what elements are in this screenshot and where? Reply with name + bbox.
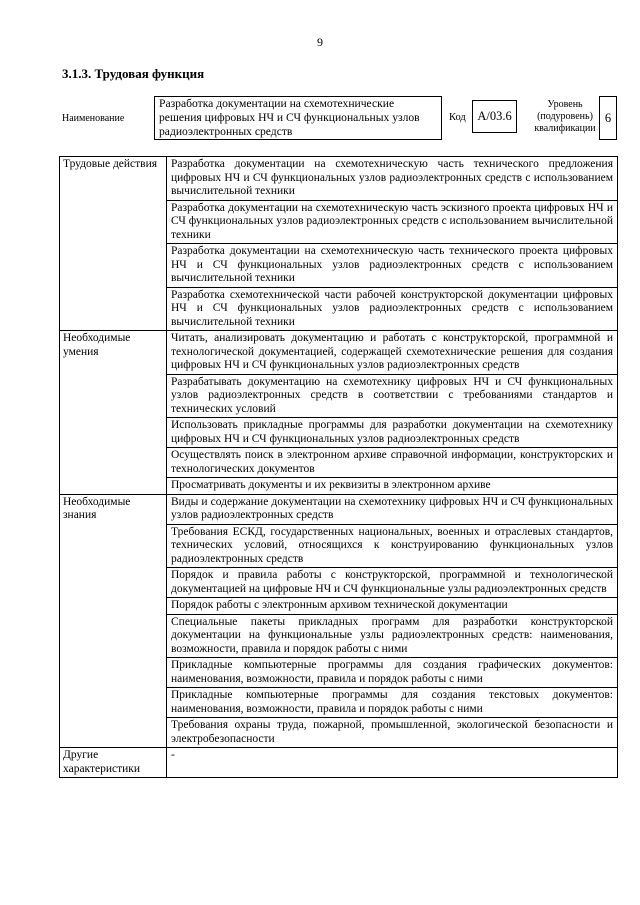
code-box: A/03.6 [472,100,517,133]
group-item: Требования ЕСКД, государственных национальных, военных и отраслевых стандартов, технических условий, относящихся к конструированию функциональных узлов радиоэлектронных средств [167,524,618,568]
code-label: Код [449,112,466,123]
section-title: 3.1.3. Трудовая функция [62,66,205,81]
function-name-box: Разработка документации на схемотехнические решения цифровых НЧ и СЧ функциональных узлов радиоэлектронных средств [154,96,442,140]
group-label: Необходимые знания [60,494,167,748]
group-item: Разработка схемотехнической части рабочей конструкторской документации цифровых НЧ и СЧ функциональных узлов радиоэлектронных средств с использованием вычислительной техники [167,287,618,331]
group-item: - [167,748,618,778]
group-item: Разработка документации на схемотехническую часть технического предложения цифровых НЧ и СЧ функциональных узлов радиоэлектронных средств с использованием вычислительной техники [167,157,618,201]
function-header [62,96,617,142]
group-item: Специальные пакеты прикладных программ для разработки конструкторской документации на функциональные узлы радиоэлектронных средств: наименования, возможности, правила и порядок работы с ними [167,614,618,658]
group-item: Прикладные компьютерные программы для создания текстовых документов: наименования, возможности, правила и порядок работы с ними [167,688,618,718]
group-item: Разработка документации на схемотехническую часть технического проекта цифровых НЧ и СЧ функциональных узлов радиоэлектронных средств с использованием вычислительной техники [167,244,618,288]
table-row [60,331,618,375]
group-label: Другие характеристики [60,748,167,778]
group-item: Требования охраны труда, пожарной, промышленной, экологической безопасности и электробезопасности [167,718,618,748]
group-item: Читать, анализировать документацию и работать с конструкторской, программной и технологической документацией, содержащей схемотехнические решения для создания цифровых НЧ и СЧ функциональных узлов радиоэлектронных средств [167,331,618,375]
level-label: Уровень (подуровень) квалификации [534,99,596,134]
group-item: Осуществлять поиск в электронном архиве справочной информации, конструкторских и технологических документов [167,448,618,478]
group-label: Трудовые действия [60,157,167,331]
group-item: Прикладные компьютерные программы для создания графических документов: наименования, возможности, правила и порядок работы с ними [167,658,618,688]
group-item: Виды и содержание документации на схемотехнику цифровых НЧ и СЧ функциональных узлов радиоэлектронных средств [167,494,618,524]
group-label: Необходимые умения [60,331,167,495]
page-number: 9 [317,35,323,49]
group-item: Порядок работы с электронным архивом технической документации [167,598,618,615]
group-item: Использовать прикладные программы для разработки документации на схемотехнику цифровых НЧ и СЧ функциональных узлов радиоэлектронных средств [167,418,618,448]
function-details-table [59,156,618,778]
table-row [60,157,618,201]
table-row [60,494,618,524]
table-row [60,748,618,778]
group-item: Разрабатывать документацию на схемотехнику цифровых НЧ и СЧ функциональных узлов радиоэлектронных средств в соответствии с требованиями стандартов и технических условий [167,374,618,418]
group-item: Порядок и правила работы с конструкторской, программной и технологической документацией на цифровые НЧ и СЧ функциональные узлы радиоэлектронных средств [167,568,618,598]
level-box: 6 [599,96,617,140]
name-label: Наименование [62,113,125,124]
group-item: Разработка документации на схемотехническую часть эскизного проекта цифровых НЧ и СЧ функциональных узлов радиоэлектронных средств с использованием вычислительной техники [167,200,618,244]
group-item: Просматривать документы и их реквизиты в электронном архиве [167,478,618,495]
